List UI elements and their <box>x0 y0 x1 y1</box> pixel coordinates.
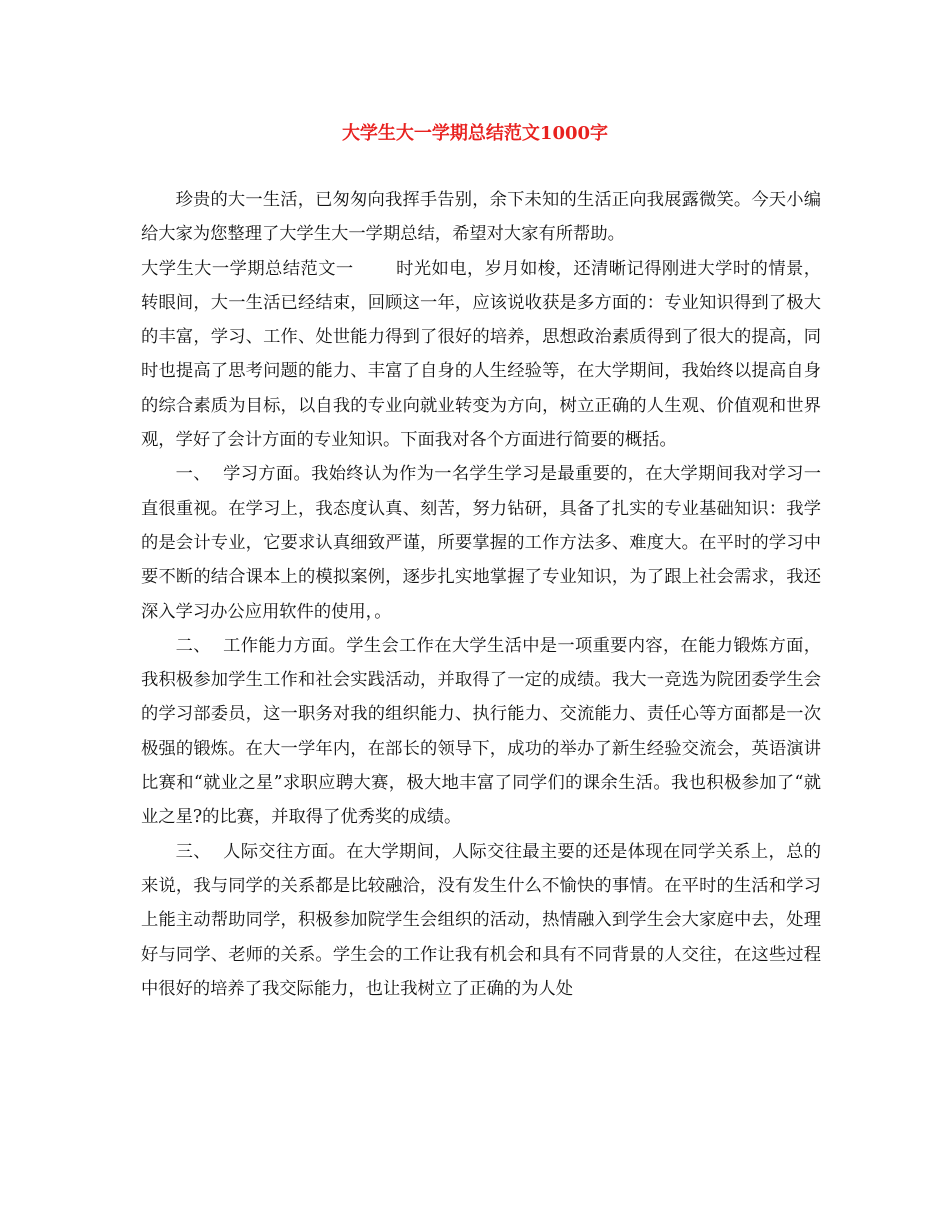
document-title: 大学生大一学期总结范文1000字 <box>341 123 609 144</box>
section-heading: 大学生大一学期总结范文一 <box>141 258 354 279</box>
section-paragraph <box>141 252 821 458</box>
item-text-3: 人际交往方面。在大学期间，人际交往最主要的还是体现在同学关系上，总的来说，我与同学的关系都是比较融洽，没有发生什么不愉快的事情。在平时的生活和学习上能主动帮助同学，积极参加院学生会组织的活动，热情融入到学生会大家庭中去，处理好与同学、老师的关系。学生会的工作让我有机会和具有不同背景的人交往，在这些过程中很好的培养了我交际能力，也让我树立了正确的为人处 <box>141 841 821 999</box>
document-body <box>141 183 821 1006</box>
section-text: 时光如电，岁月如梭，还清晰记得刚进大学时的情景，转眼间，大一生活已经结束，回顾这一年，应该说收获是多方面的：专业知识得到了极大的丰富，学习、工作、处世能力得到了很好的培养，思想政治素质得到了很大的提高，同时也提高了思考问题的能力、丰富了自身的人生经验等，在大学期间，我始终以提高自身的综合素质为目标，以自我的专业向就业转变为方向，树立正确的人生观、价值观和世界观，学好了会计方面的专业知识。下面我对各个方面进行简要的概括。 <box>141 258 821 451</box>
item-text-1: 学习方面。我始终认为作为一名学生学习是最重要的，在大学期间我对学习一直很重视。在学习上，我态度认真、刻苦，努力钻研，具备了扎实的专业基础知识：我学的是会计专业，它要求认真细致严谨，所要掌握的工作方法多、难度大。在平时的学习中要不断的结合课本上的模拟案例，逐步扎实地掌握了专业知识，为了跟上社会需求，我还深入学习办公应用软件的使用，。 <box>141 464 821 622</box>
item-number-2: 二、 <box>175 635 211 656</box>
item-paragraph-3 <box>141 835 821 1006</box>
item-text-2: 工作能力方面。学生会工作在大学生活中是一项重要内容，在能力锻炼方面，我积极参加学生工作和社会实践活动，并取得了一定的成绩。我大一竞选为院团委学生会的学习部委员，这一职务对我的组织能力、执行能力、交流能力、责任心等方面都是一次极强的锻炼。在大一学年内，在部长的领导下，成功的举办了新生经验交流会，英语演讲比赛和“就业之星”求职应聘大赛，极大地丰富了同学们的课余生活。我也积极参加了“就业之星?的比赛，并取得了优秀奖的成绩。 <box>141 635 821 828</box>
item-number-3: 三、 <box>175 841 211 862</box>
item-paragraph-1 <box>141 457 821 628</box>
intro-paragraph: 珍贵的大一生活，已匆匆向我挥手告别，余下未知的生活正向我展露微笑。今天小编给大家为您整理了大学生大一学期总结，希望对大家有所帮助。 <box>141 190 821 245</box>
item-paragraph-2 <box>141 629 821 835</box>
item-number-1: 一、 <box>175 464 211 485</box>
